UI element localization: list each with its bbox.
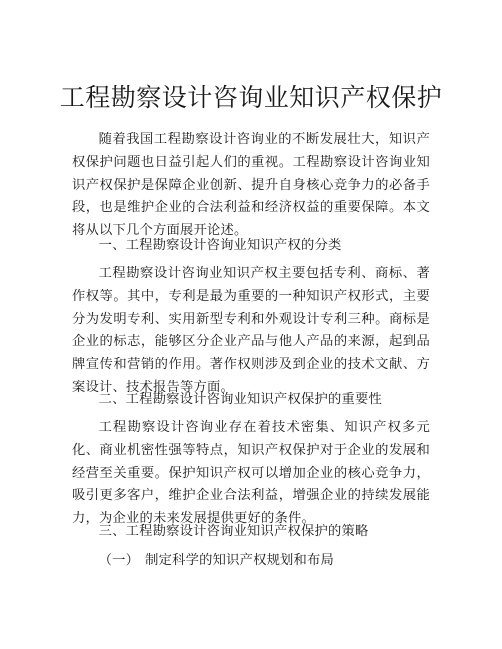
section-heading-importance: 二、工程勘察设计咨询业知识产权保护的重要性 xyxy=(98,392,383,407)
section-heading-classification: 一、工程勘察设计咨询业知识产权的分类 xyxy=(98,238,342,253)
subheading-text: 制定科学的知识产权规划和布局 xyxy=(145,553,335,568)
section-heading-strategy: 三、工程勘察设计咨询业知识产权保护的策略 xyxy=(98,524,369,539)
subheading-number: （一） xyxy=(98,553,140,568)
subheading-planning xyxy=(72,550,430,573)
section-body-classification: 工程勘察设计咨询业知识产权主要包括专利、商标、著作权等。其中，专利是最为重要的一种知识产权形式，主要分为发明专利、实用新型专利和外观设计专利三种。商标是企业的标志，能够区分企业产品与他人产品的来源，起到品牌宣传和营销的作用。著作权则涉及到企业的技术文献、方案设计、技术报告等方面。 xyxy=(72,266,430,395)
intro-paragraph: 随着我国工程勘察设计咨询业的不断发展壮大，知识产权保护问题也日益引起人们的重视。工程勘察设计咨询业知识产权保护是保障企业创新、提升自身核心竞争力的必备手段，也是维护企业的合法利益和经济权益的重要保障。本文将从以下几个方面展开论述。 xyxy=(72,132,430,239)
document-title: 工程勘察设计咨询业知识产权保护 xyxy=(59,83,443,112)
section-body-importance: 工程勘察设计咨询业存在着技术密集、知识产权多元化、商业机密性强等特点，知识产权保护对于企业的发展和经营至关重要。保护知识产权可以增加企业的核心竞争力，吸引更多客户，维护企业合法利益，增强企业的持续发展能力，为企业的未来发展提供更好的条件。 xyxy=(72,420,430,527)
